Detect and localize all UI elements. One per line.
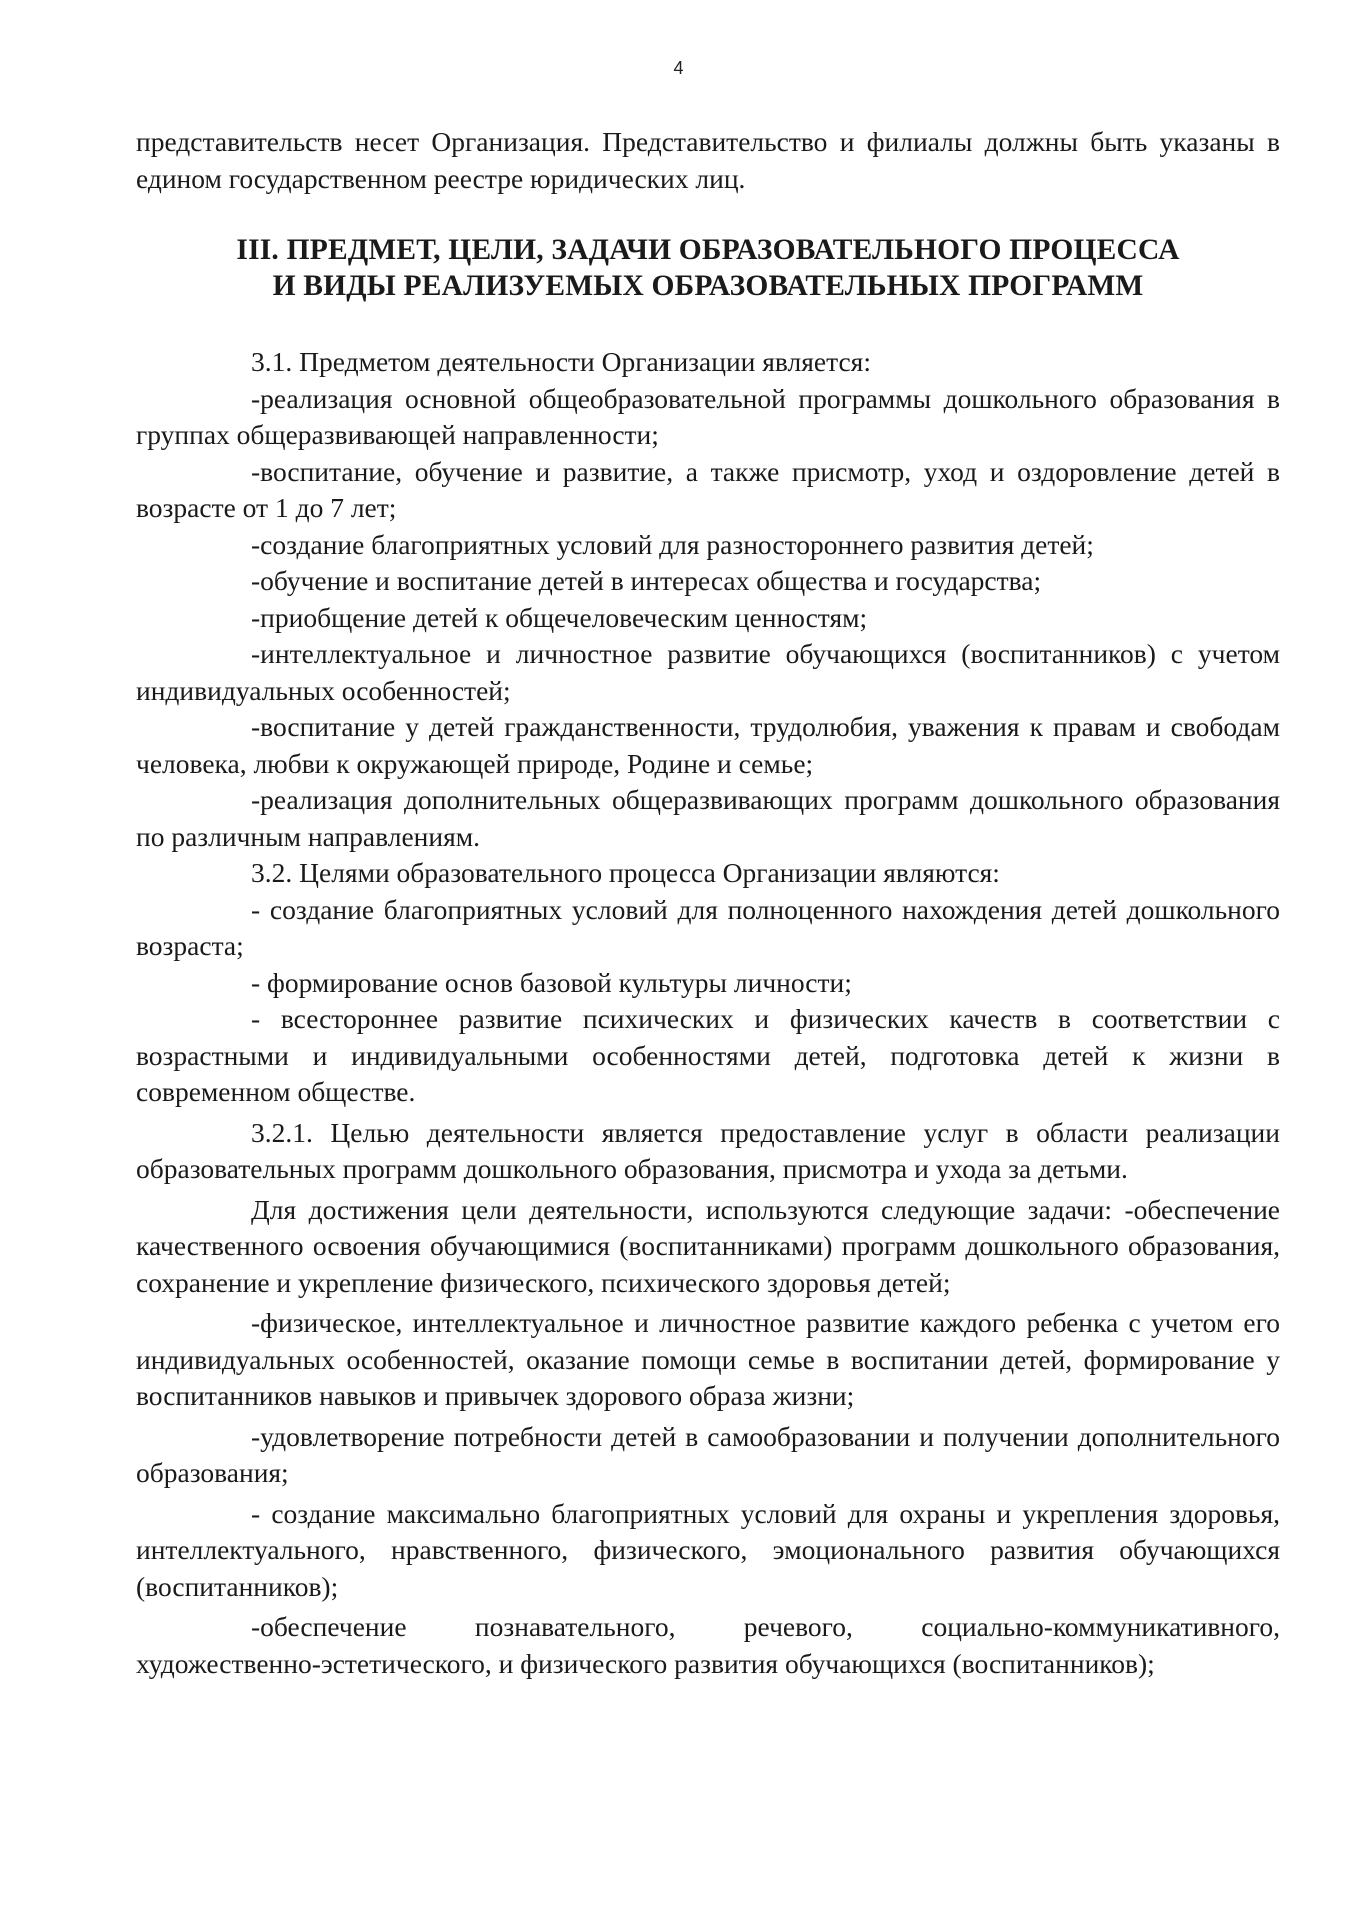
list-item: -физическое, интеллектуальное и личностное развитие каждого ребенка с учетом его индивидуальных особенностей, оказание помощи семье в воспитании детей, формирование у воспитанников навыков и привычек здорового образа жизни;: [136, 1307, 1280, 1411]
paragraph-3-1: 3.1. Предметом деятельности Организации является:: [251, 346, 871, 377]
section-heading-line-1: III. ПРЕДМЕТ, ЦЕЛИ, ЗАДАЧИ ОБРАЗОВАТЕЛЬНОГО ПРОЦЕССА: [236, 234, 1180, 266]
section-heading-line-2: И ВИДЫ РЕАЛИЗУЕМЫХ ОБРАЗОВАТЕЛЬНЫХ ПРОГРАММ: [272, 270, 1144, 302]
list-item: - создание благоприятных условий для полноценного нахождения детей дошкольного возраста;: [136, 893, 1280, 961]
list-item: -реализация основной общеобразовательной программы дошкольного образования в группах общеразвивающей направленности;: [136, 382, 1280, 450]
list-item: -обучение и воспитание детей в интересах общества и государства;: [251, 565, 1042, 596]
list-item: - создание максимально благоприятных условий для охраны и укрепления здоровья, интеллектуального, нравственного, физического, эмоционального развития обучающихся (воспитанников);: [136, 1497, 1280, 1602]
list-item: -создание благоприятных условий для разностороннего развития детей;: [251, 528, 1094, 560]
list-item: -воспитание, обучение и развитие, а также присмотр, уход и оздоровление детей в возрасте от 1 до 7 лет;: [136, 455, 1280, 523]
paragraph-3-2: 3.2. Целями образовательного процесса Организации являются:: [251, 857, 1000, 888]
list-item: -реализация дополнительных общеразвивающих программ дошкольного образования по различным направлениям.: [136, 784, 1280, 852]
section-body: [136, 344, 1280, 1682]
list-item: - всестороннее развитие психических и физических качеств в соответствии с возрастными и индивидуальными особенностями детей, подготовка детей к жизни в современном обществе.: [136, 1003, 1280, 1107]
intro-paragraph: представительств несет Организация. Представительство и филиалы должны быть указаны в едином государственном реестре юридических лиц.: [136, 126, 1280, 194]
list-item: -воспитание у детей гражданственности, трудолюбия, уважения к правам и свободам человека, любви к окружающей природе, Родине и семье;: [136, 711, 1280, 779]
paragraph-tasks-intro: Для достижения цели деятельности, используются следующие задачи: -обеспечение качественного освоения обучающимися (воспитанниками) программ дошкольного образования, сохранение и укрепление физического, психического здоровья детей;: [136, 1193, 1280, 1298]
list-item: -удовлетворение потребности детей в самообразовании и получении дополнительного образования;: [136, 1420, 1280, 1488]
intro-paragraph-block: [136, 124, 1280, 197]
list-item: -приобщение детей к общечеловеческим ценностям;: [251, 601, 868, 633]
paragraph-3-2-1: 3.2.1. Целью деятельности является предоставление услуг в области реализации образовательных программ дошкольного образования, присмотра и ухода за детьми.: [136, 1116, 1280, 1184]
section-heading: [136, 232, 1280, 304]
page-number: 4: [673, 58, 684, 78]
list-item: -обеспечение познавательного, речевого, социально-коммуникативного, художественно-эстетического, и физического развития обучающихся (воспитанников);: [136, 1611, 1280, 1679]
list-item: -интеллектуальное и личностное развитие обучающихся (воспитанников) с учетом индивидуальных особенностей;: [136, 638, 1280, 706]
list-item: - формирование основ базовой культуры личности;: [251, 966, 852, 998]
